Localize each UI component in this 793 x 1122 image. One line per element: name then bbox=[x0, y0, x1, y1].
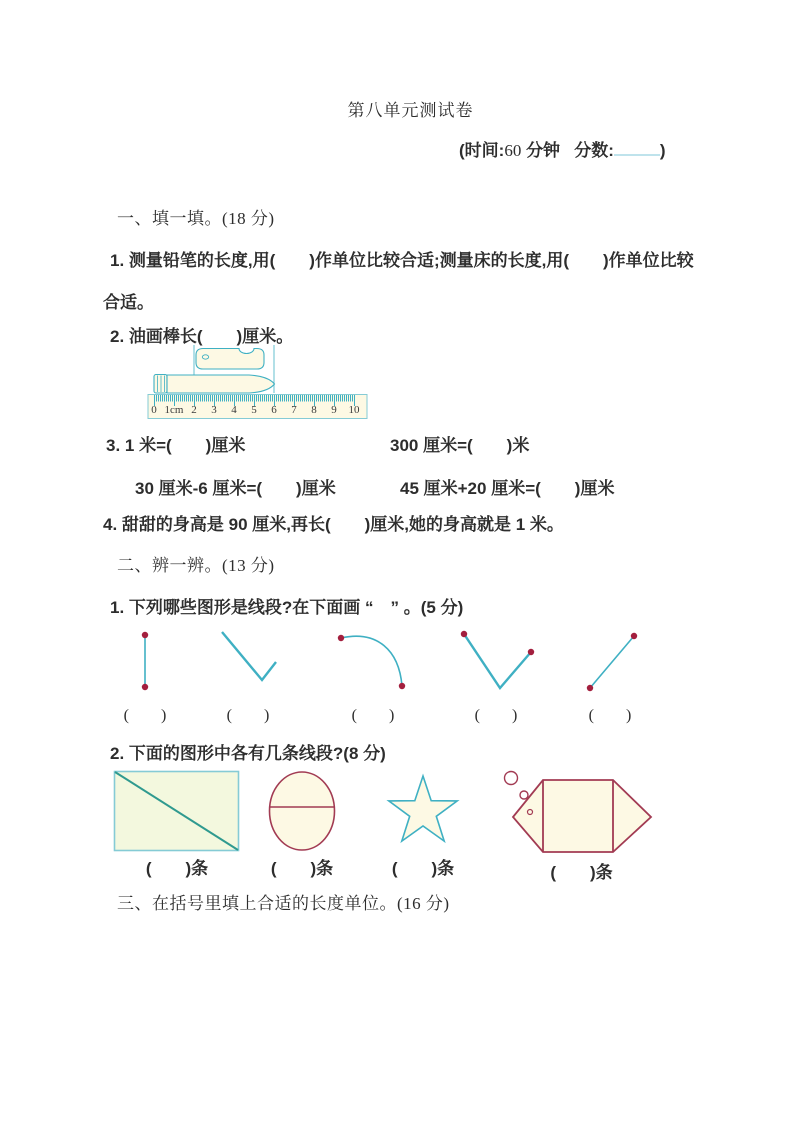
shape4-answer: ( )条 bbox=[550, 863, 613, 882]
ruler-label-4: 4 bbox=[231, 404, 237, 416]
answer-parens-5: ( ) bbox=[588, 707, 632, 724]
time-minutes: 60 bbox=[504, 141, 522, 160]
ruler-label-10: 10 bbox=[348, 404, 360, 416]
fish-hexagon-svg bbox=[498, 766, 665, 856]
time-label: (时间: bbox=[459, 141, 505, 160]
shape-rectangle-diagonal bbox=[113, 770, 241, 879]
v-shape-figure bbox=[448, 624, 544, 702]
shape-fish-hexagon bbox=[498, 766, 665, 883]
time-score-line bbox=[459, 136, 666, 161]
section1-heading: 一、填一填。(18 分) bbox=[117, 209, 275, 228]
shape-star bbox=[378, 768, 468, 879]
segment-figure-2 bbox=[200, 624, 296, 725]
ruler-label-5: 5 bbox=[251, 404, 257, 416]
shape-ellipse bbox=[262, 770, 342, 879]
section3-heading: 三、在括号里填上合适的长度单位。(16 分) bbox=[117, 894, 450, 913]
section1-q1-line1: 1. 测量铅笔的长度,用( )作单位比较合适;测量床的长度,用( )作单位比较 bbox=[110, 251, 694, 270]
time-unit: 分钟 bbox=[526, 141, 561, 160]
five-point-star-svg bbox=[378, 768, 468, 852]
rectangle-with-diagonal-svg bbox=[113, 770, 241, 852]
shape1-answer: ( )条 bbox=[145, 859, 209, 878]
diagonal-segment-figure bbox=[562, 624, 658, 702]
ruler-label-1: 1cm bbox=[164, 404, 184, 416]
answer-parens-3: ( ) bbox=[351, 707, 395, 724]
segment-figure-3 bbox=[325, 624, 421, 725]
ruler-label-9: 9 bbox=[331, 404, 337, 416]
answer-parens-4: ( ) bbox=[474, 707, 518, 724]
section1-q4: 4. 甜甜的身高是 90 厘米,再长( )厘米,她的身高就是 1 米。 bbox=[103, 515, 564, 534]
ellipse-with-chord-svg bbox=[262, 770, 342, 852]
answer-parens-1: ( ) bbox=[123, 707, 167, 724]
crayon-cap bbox=[154, 375, 167, 394]
shape3-answer: ( )条 bbox=[391, 859, 455, 878]
section1-q3c: 30 厘米-6 厘米=( )厘米 bbox=[135, 479, 336, 498]
score-label: 分数: bbox=[574, 141, 614, 160]
page-title: 第八单元测试卷 bbox=[347, 101, 474, 120]
section2-q1: 1. 下列哪些图形是线段?在下面画 “ ” 。(5 分) bbox=[110, 598, 464, 617]
section2-q2: 2. 下面的图形中各有几条线段?(8 分) bbox=[110, 744, 386, 763]
section1-q1-line2: 合适。 bbox=[103, 293, 154, 312]
crayon-body bbox=[167, 375, 275, 393]
section2-heading: 二、辨一辨。(13 分) bbox=[117, 556, 275, 575]
section1-q3a: 3. 1 米=( )厘米 bbox=[106, 436, 246, 455]
shape2-answer: ( )条 bbox=[270, 859, 334, 878]
ruler-label-0: 0 bbox=[151, 404, 157, 416]
ruler-label-8: 8 bbox=[311, 404, 317, 416]
score-blank bbox=[614, 141, 660, 156]
crayon-ruler-illustration bbox=[146, 342, 370, 420]
ruler-label-6: 6 bbox=[271, 404, 277, 416]
ruler-label-7: 7 bbox=[291, 404, 297, 416]
segment-figure-5 bbox=[562, 624, 658, 725]
vertical-segment-figure bbox=[97, 624, 193, 702]
answer-parens-2: ( ) bbox=[226, 707, 270, 724]
section1-q2: 2. 油画棒长( )厘米。 bbox=[110, 327, 294, 346]
section1-q3b: 300 厘米=( )米 bbox=[390, 436, 530, 455]
ruler-label-3: 3 bbox=[211, 404, 217, 416]
meta-close-paren: ) bbox=[659, 141, 666, 160]
segment-figure-4 bbox=[448, 624, 544, 725]
curve-figure bbox=[325, 624, 421, 702]
section1-q3d: 45 厘米+20 厘米=( )厘米 bbox=[400, 479, 615, 498]
segment-figure-1 bbox=[97, 624, 193, 725]
bent-line-figure bbox=[200, 624, 296, 702]
ruler-label-2: 2 bbox=[191, 404, 197, 416]
